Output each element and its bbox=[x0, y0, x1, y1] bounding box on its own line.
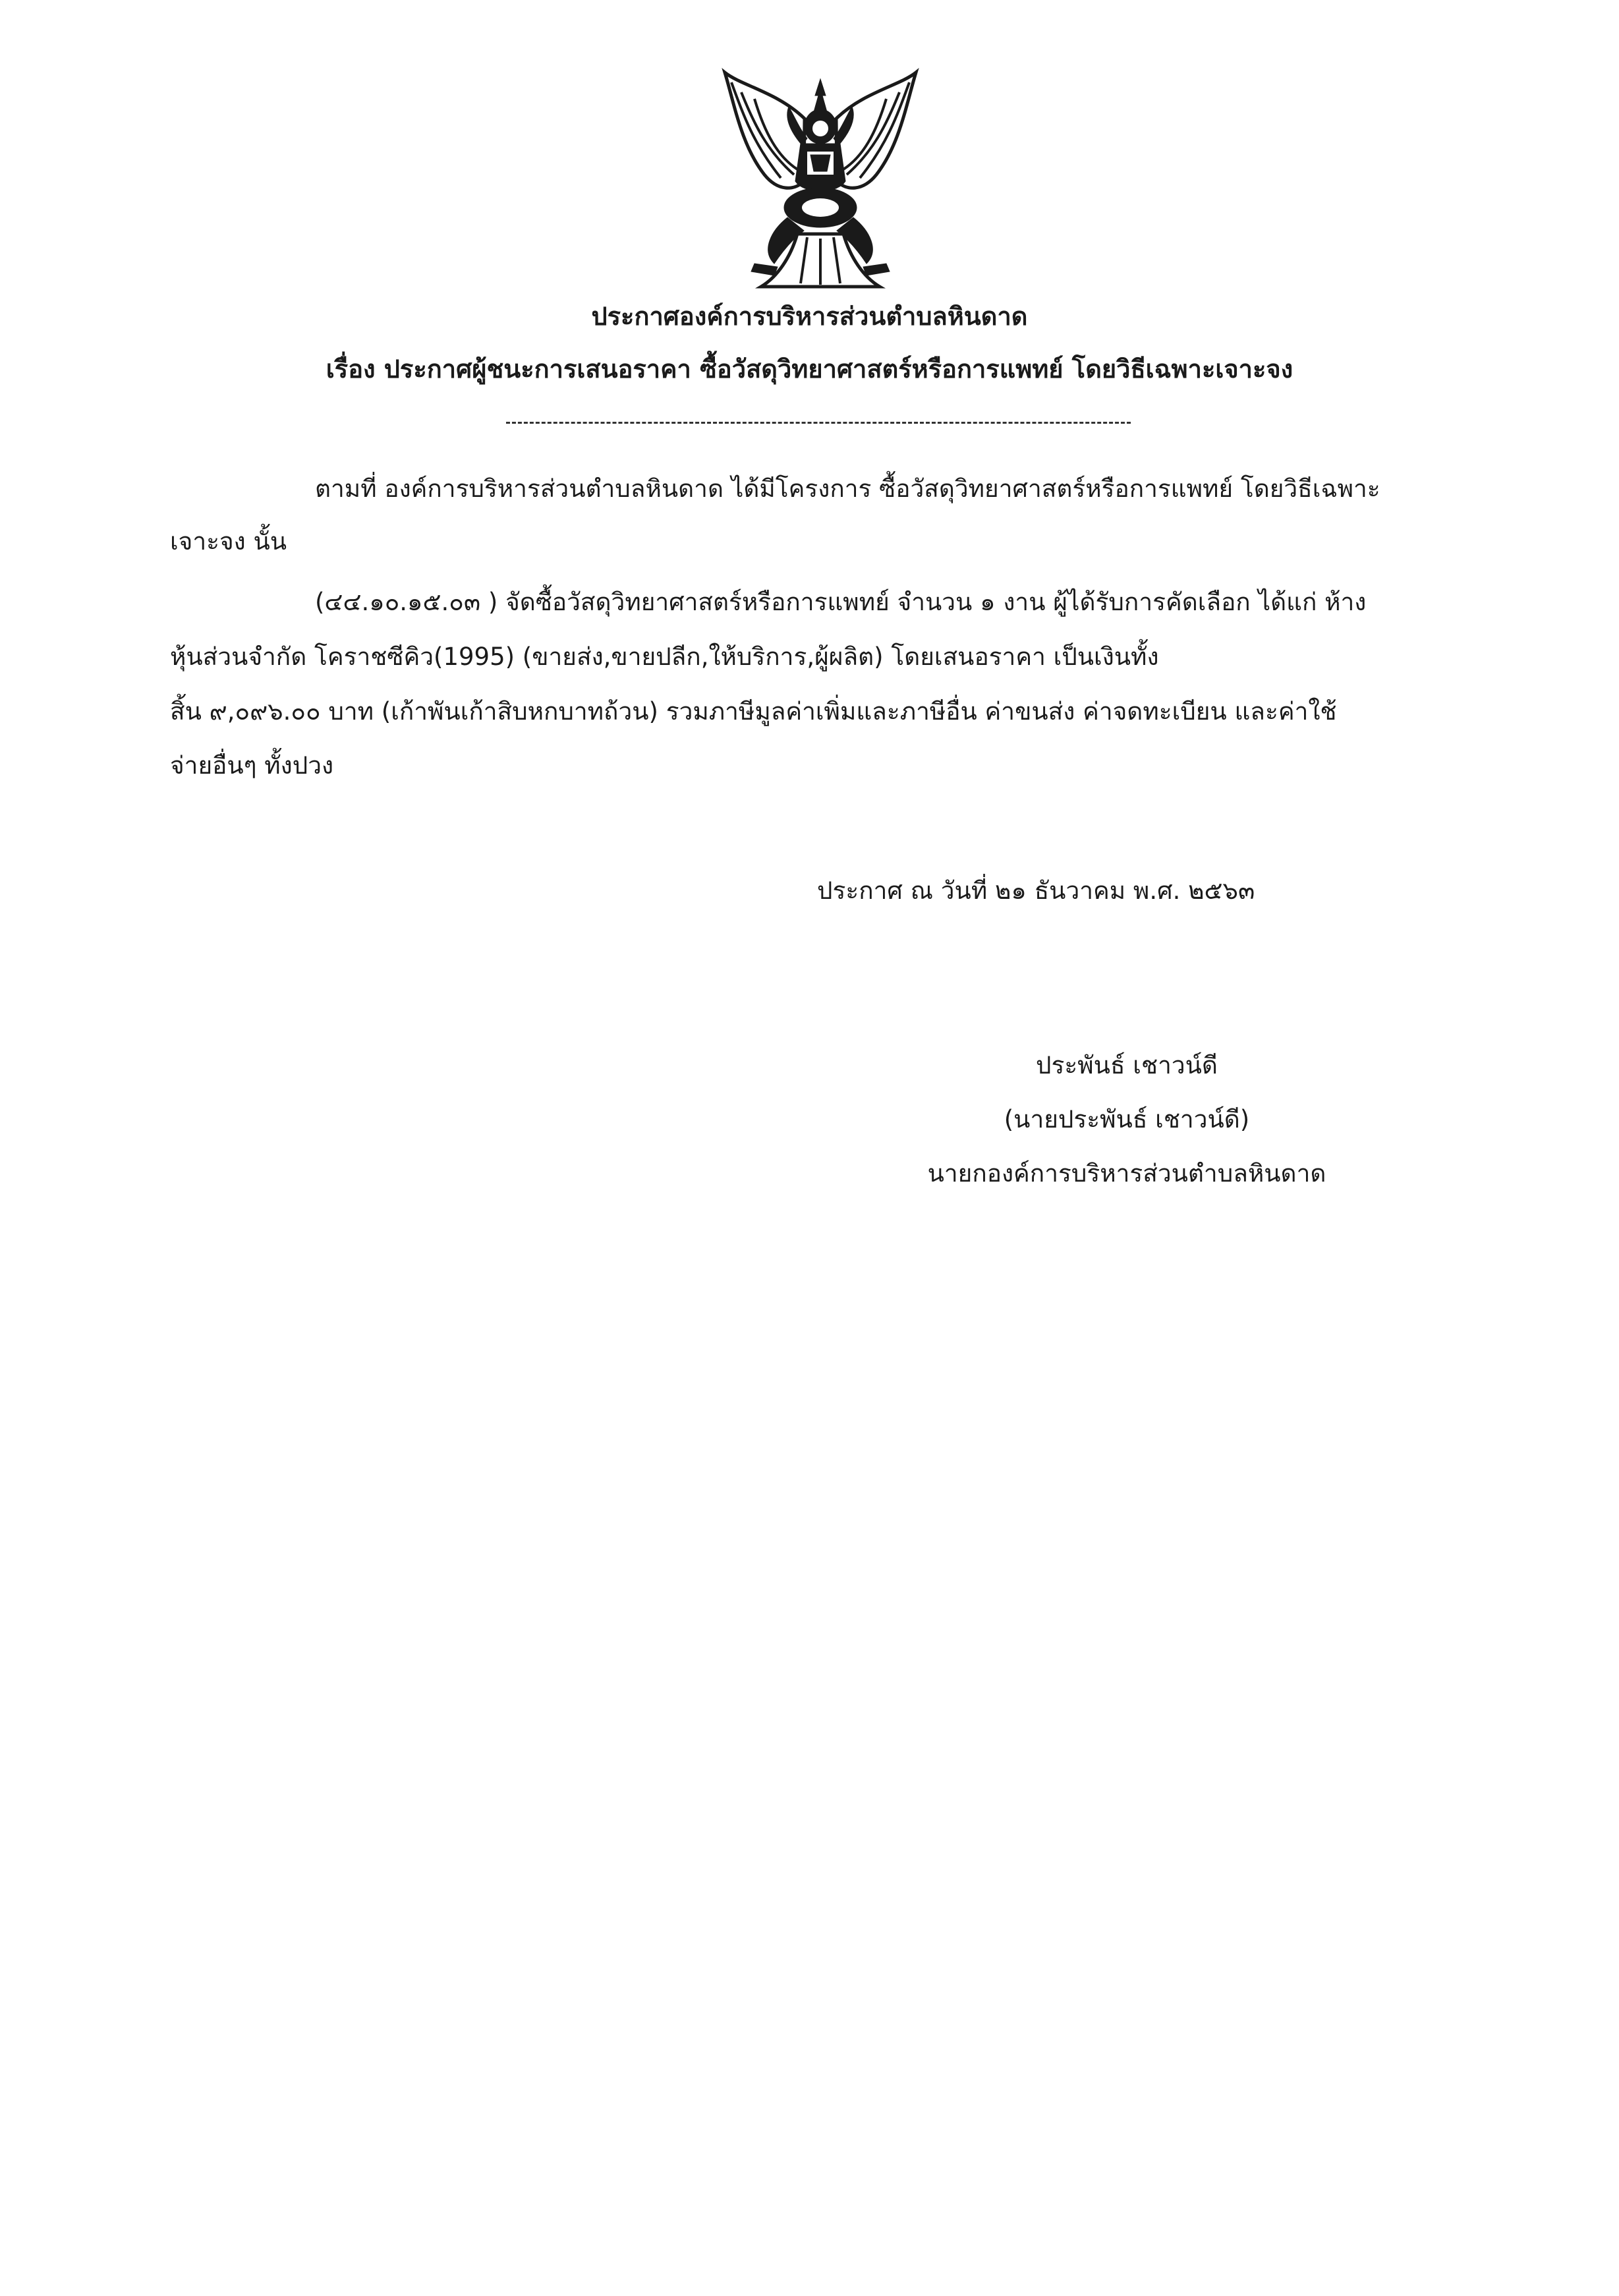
announcement-title: ประกาศองค์การบริหารส่วนตำบลหินดาด bbox=[591, 302, 1028, 331]
body-line: (๔๔.๑๐.๑๕.๐๓ ) จัดซื้อวัสดุวิทยาศาสตร์หรือการแพทย์ จำนวน ๑ งาน ผู้ได้รับการคัดเลือก ได้แก่ ห้าง bbox=[315, 588, 1367, 616]
signer-position: นายกองค์การบริหารส่วนตำบลหินดาด bbox=[927, 1159, 1326, 1188]
announcement-date: ประกาศ ณ วันที่ ๒๑ ธันวาคม พ.ศ. ๒๕๖๓ bbox=[817, 876, 1255, 905]
body-line: หุ้นส่วนจำกัด โคราชซีคิว(1995) (ขายส่ง,ขายปลีก,ให้บริการ,ผู้ผลิต) โดยเสนอราคา เป็นเงินทั้ง bbox=[170, 643, 1159, 671]
body-line: สิ้น ๙,๐๙๖.๐๐ บาท (เก้าพันเก้าสิบหกบาทถ้วน) รวมภาษีมูลค่าเพิ่มและภาษีอื่น ค่าขนส่ง ค่าจดทะเบียน และค่าใช้ bbox=[170, 697, 1337, 726]
body-line: ตามที่ องค์การบริหารส่วนตำบลหินดาด ได้มีโครงการ ซื้อวัสดุวิทยาศาสตร์หรือการแพทย์ โดยวิธีเฉพาะ bbox=[315, 474, 1380, 503]
signature-block bbox=[876, 1051, 1377, 1213]
garuda-emblem-icon bbox=[715, 66, 926, 293]
body-line: จ่ายอื่นๆ ทั้งปวง bbox=[170, 751, 334, 780]
announcement-subject: เรื่อง ประกาศผู้ชนะการเสนอราคา ซื้อวัสดุวิทยาศาสตร์หรือการแพทย์ โดยวิธีเฉพาะเจาะจง bbox=[326, 355, 1293, 384]
signer-signature: ประพันธ์ เชาวน์ดี bbox=[1036, 1051, 1218, 1079]
body-line: เจาะจง นั้น bbox=[170, 527, 287, 556]
signer-full-name: (นายประพันธ์ เชาวน์ดี) bbox=[1004, 1105, 1250, 1134]
separator-line bbox=[506, 422, 1131, 424]
